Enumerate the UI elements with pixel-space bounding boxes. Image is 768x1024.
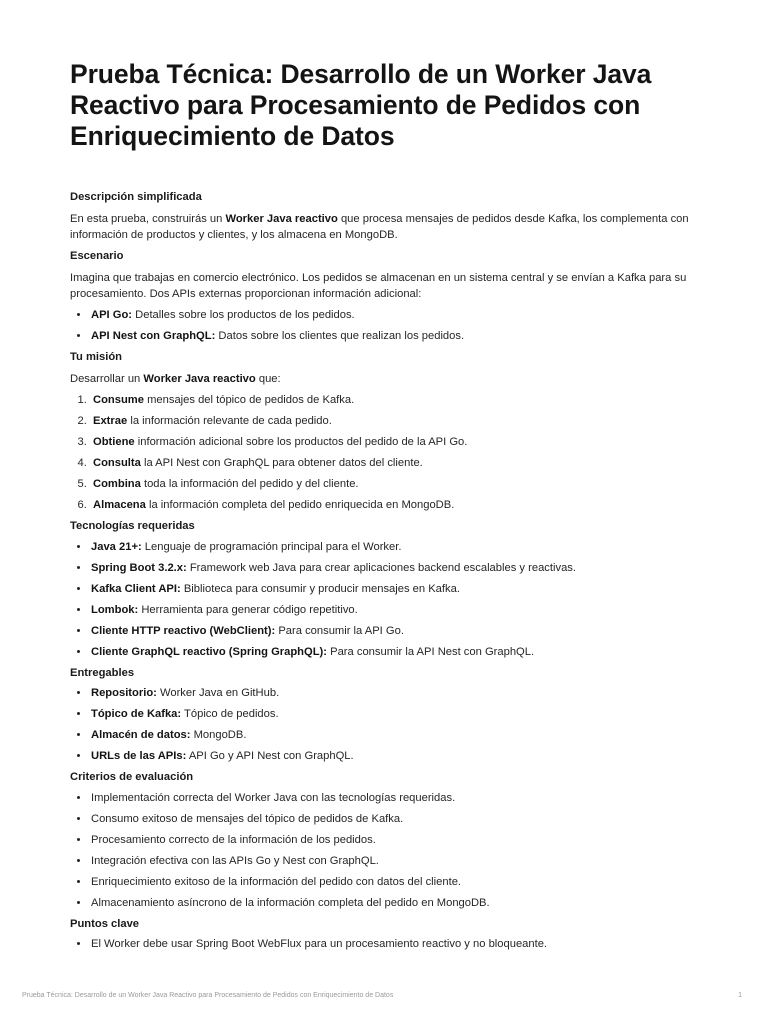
document-page: [70, 59, 710, 958]
page-footer: [22, 992, 742, 999]
list-item: • Repositorio: Worker Java en GitHub.: [90, 686, 710, 700]
list-item: 4. Consulta la API Nest con GraphQL para obtener datos del cliente.: [90, 456, 710, 470]
section-heading-criterios: Criterios de evaluación: [70, 771, 194, 783]
list-item: • Consumo exitoso de mensajes del tópico de pedidos de Kafka.: [90, 812, 710, 826]
list-item: • Implementación correcta del Worker Java con las tecnologías requeridas.: [90, 791, 710, 805]
section-heading-puntos: Puntos clave: [70, 917, 140, 930]
list-item: • El Worker debe usar Spring Boot WebFlux para un procesamiento reactivo y no bloqueante.: [90, 937, 710, 951]
list-item: 3. Obtiene información adicional sobre los productos del pedido de la API Go.: [90, 435, 710, 449]
descripcion-paragraph: [70, 211, 710, 243]
list-item: • Almacenamiento asíncrono de la información completa del pedido en MongoDB.: [90, 896, 710, 910]
list-item: 5. Combina toda la información del pedido y del cliente.: [90, 477, 710, 491]
list-item: • Almacén de datos: MongoDB.: [90, 728, 710, 742]
section-heading-escenario: Escenario: [70, 250, 124, 262]
footer-doc-title: Prueba Técnica: Desarrollo de un Worker Java Reactivo para Procesamiento de Pedidos con Enriquecimiento de Datos: [22, 992, 394, 999]
list-item: • Java 21+: Lenguaje de programación principal para el Worker.: [90, 540, 710, 554]
list-item: • Cliente HTTP reactivo (WebClient): Para consumir la API Go.: [90, 624, 710, 638]
list-item: • Lombok: Herramienta para generar código repetitivo.: [90, 603, 710, 617]
mision-paragraph: Desarrollar un Worker Java reactivo que:: [70, 372, 281, 385]
section-heading-descripcion: Descripción simplificada: [70, 191, 202, 203]
document-title: Prueba Técnica: Desarrollo de un Worker Java Reactivo para Procesamiento de Pedidos con Enriquecimiento de Datos: [70, 59, 652, 151]
descripcion-bold: Worker Java reactivo: [225, 212, 338, 225]
list-item: 1. Consume mensajes del tópico de pedidos de Kafka.: [90, 393, 710, 407]
list-item: • Tópico de Kafka: Tópico de pedidos.: [90, 707, 710, 721]
list-item: 2. Extrae la información relevante de cada pedido.: [90, 414, 710, 428]
section-heading-entregables: Entregables: [70, 666, 135, 679]
descripcion-text: En esta prueba, construirás un: [70, 212, 226, 225]
page-number: 1: [738, 992, 742, 999]
puntos-list: [70, 937, 710, 951]
list-item: • Spring Boot 3.2.x: Framework web Java para crear aplicaciones backend escalables y reactivas.: [90, 561, 710, 575]
criterios-list: [70, 791, 710, 910]
list-item: • Integración efectiva con las APIs Go y Nest con GraphQL.: [90, 854, 710, 868]
entregables-list: [70, 686, 710, 763]
escenario-list: [70, 308, 710, 343]
list-item: • URLs de las APIs: API Go y API Nest con GraphQL.: [90, 749, 710, 763]
section-heading-tecnologias: Tecnologías requeridas: [70, 520, 195, 532]
list-item: 6. Almacena la información completa del pedido enriquecida en MongoDB.: [90, 498, 710, 512]
list-item: • API Go: Detalles sobre los productos de los pedidos.: [90, 308, 710, 322]
section-heading-mision: Tu misión: [70, 351, 122, 363]
escenario-paragraph: Imagina que trabajas en comercio electrónico. Los pedidos se almacenan en un sistema central y se envían a Kafka para su procesamiento. Dos APIs externas proporcionan información adicional:: [70, 271, 687, 300]
descripcion-text-tail: que procesa mensajes de pedidos desde Kafka, los complementa con información de productos y clientes, y los almacena en MongoDB.: [70, 212, 689, 241]
list-item: • Enriquecimiento exitoso de la información del pedido con datos del cliente.: [90, 875, 710, 889]
list-item: • API Nest con GraphQL: Datos sobre los clientes que realizan los pedidos.: [90, 329, 710, 343]
mision-list: [70, 393, 710, 512]
list-item: • Kafka Client API: Biblioteca para consumir y producir mensajes en Kafka.: [90, 582, 710, 596]
list-item: • Cliente GraphQL reactivo (Spring GraphQL): Para consumir la API Nest con GraphQL.: [90, 645, 710, 659]
list-item: • Procesamiento correcto de la información de los pedidos.: [90, 833, 710, 847]
tecnologias-list: [70, 540, 710, 659]
